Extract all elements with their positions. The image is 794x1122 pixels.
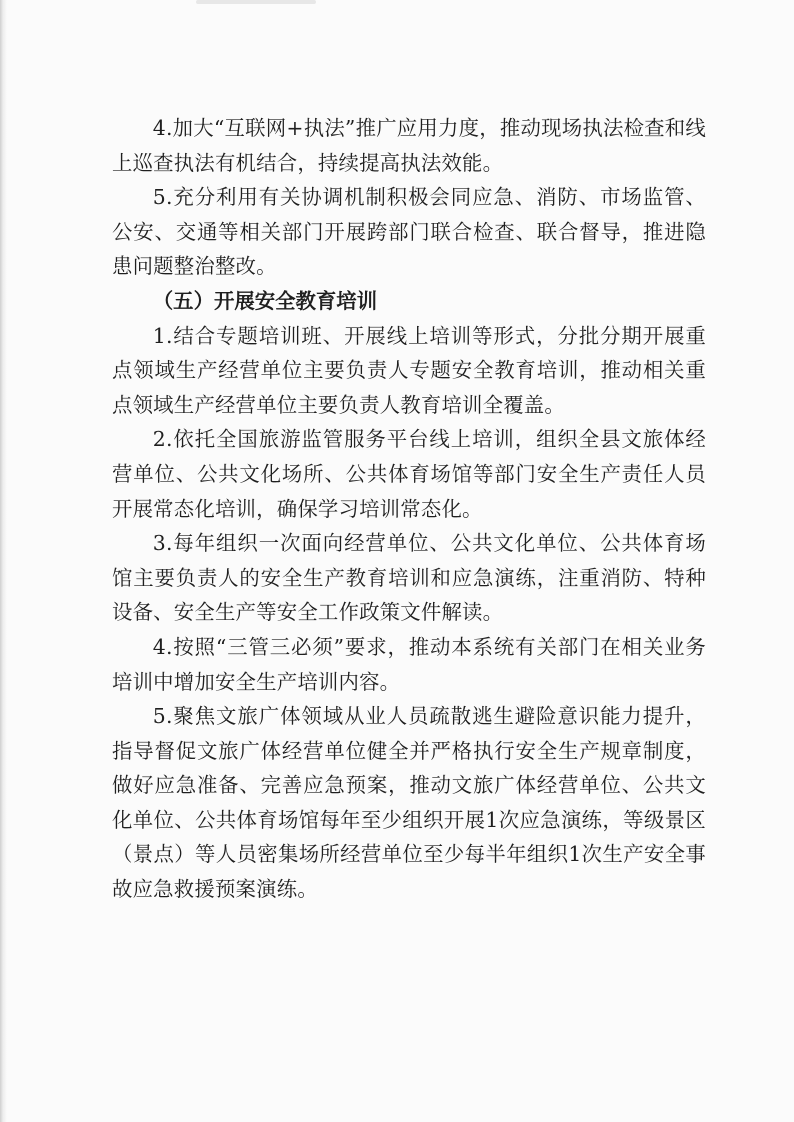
section-heading: （五）开展安全教育培训 xyxy=(152,288,378,313)
scan-mark xyxy=(196,0,316,4)
document-body xyxy=(112,111,706,907)
page-edge-shadow xyxy=(0,0,7,1122)
section-paragraph-4: 4.按照“三管三必须”要求，推动本系统有关部门在相关业务培训中增加安全生产培训内容。 xyxy=(112,634,706,694)
paragraph-4: 4.加大“互联网+执法”推广应用力度，推动现场执法检查和线上巡查执法有机结合，持续提高执法效能。 xyxy=(112,116,706,175)
paragraph-5: 5.充分利用有关协调机制积极会同应急、消防、市场监管、公安、交通等相关部门开展跨部门联合检查、联合督导，推进隐患问题整治整改。 xyxy=(112,185,706,279)
section-paragraph-5: 5.聚焦文旅广体领域从业人员疏散逃生避险意识能力提升，指导督促文旅广体经营单位健全并严格执行安全生产规章制度，做好应急准备、完善应急预案，推动文旅广体经营单位、公共文化单位、公共体育场馆每年至少组织开展1次应急演练，等级景区（景点）等人员密集场所经营单位至少每半年组织1次生产安全事故应急救援预案演练。 xyxy=(112,704,706,902)
section-paragraph-1: 1.结合专题培训班、开展线上培训等形式，分批分期开展重点领域生产经营单位主要负责人专题安全教育培训，推动相关重点领域生产经营单位主要负责人教育培训全覆盖。 xyxy=(112,323,706,417)
section-paragraph-3: 3.每年组织一次面向经营单位、公共文化单位、公共体育场馆主要负责人的安全生产教育培训和应急演练，注重消防、特种设备、安全生产等安全工作政策文件解读。 xyxy=(112,531,706,625)
section-paragraph-2: 2.依托全国旅游监管服务平台线上培训，组织全县文旅体经营单位、公共文化场所、公共体育场馆等部门安全生产责任人员开展常态化培训，确保学习培训常态化。 xyxy=(112,427,706,521)
